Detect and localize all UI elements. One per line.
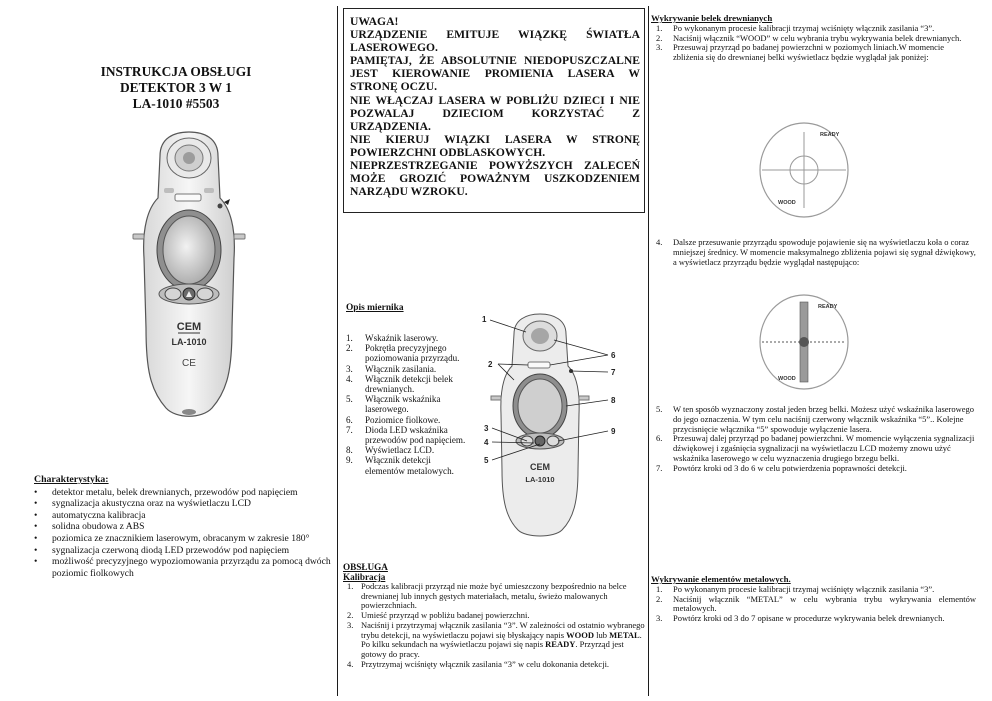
features-heading: Charakterystyka:: [34, 474, 109, 485]
opis-list: [346, 333, 470, 476]
opis-item: 9. Włącznik detekcji elementów metalowych.: [346, 455, 454, 476]
wood-item: 4. Dalsze przesuwanie przyrządu spowoduje pojawienie się na wyświetlaczu koła o coraz mniejszej średnicy. W momencie maksymalnego zbliżenia pojawi się sygnał dźwiękowy, a wyświetlacz przyrządu będzie wyglądał następująco:: [656, 237, 976, 267]
wood-section: [651, 14, 976, 63]
feature-item: • detektor metalu, belek drewnianych, przewodów pod napięciem: [34, 487, 336, 499]
opis-item: 6. Poziomice fiolkowe.: [346, 414, 441, 425]
wood-item: 7. Powtórz kroki od 3 do 6 w celu potwierdzenia poprawności detekcji.: [656, 462, 907, 473]
opis-item: 7. Dioda LED wskaźnika przewodów pod napięciem.: [346, 424, 466, 446]
warning-line: UWAGA!: [350, 15, 399, 28]
calibration-item: 4. Przytrzymaj wciśnięty włącznik zasilania “3” w celu dokonania detekcji.: [347, 658, 610, 669]
calibration-item: 3. Naciśnij i przytrzymaj włącznik zasilania “3”. W zależności od ostatnio wybranego trybu detekcji, na wyświetlaczu pojawi się błyskający napis WOOD lub METAL. Po kilku sekundach na wyświetlaczu pojawi się napis READY. Przyrząd jest gotowy do pracy.: [347, 619, 645, 659]
device-brand-text: CEM: [176, 321, 202, 333]
callout-label: 1: [482, 315, 487, 324]
features-section: [34, 474, 336, 579]
wood-steps-5-7: [651, 405, 976, 474]
callout-label: 7: [611, 368, 616, 377]
wood-item: 5. W ten sposób wyznaczony został jeden brzeg belki. Możesz użyć wskaźnika laserowego do jego oznaczenia. W tym celu naciśnij czerwony włącznik wskaźnika “5”.. Kolejne przycisnięcie włącznika “5” spowoduje wyłączenie lasera.: [656, 404, 975, 434]
callout-label: 2: [488, 360, 493, 369]
callout-label: 8: [611, 396, 616, 405]
metal-item: 3. Powtórz kroki od 3 do 7 opisane w procedurze wykrywania belek drewnianych.: [656, 613, 945, 624]
warning-line: PAMIĘTAJ, ŻE ABSOLUTNIE NIEDOPUSZCZALNE JEST KIEROWANIE PROMIENIA LASERA W STRONĘ OCZU.: [350, 54, 640, 94]
device-illustration: [130, 128, 248, 428]
opis-item: 2. Pokrętła precyzyjnego poziomowania przyrządu.: [346, 343, 460, 364]
wood-list: [651, 24, 976, 63]
feature-item: • sygnalizacja akustyczna oraz na wyświetlaczu LCD: [34, 498, 336, 510]
metal-section: [651, 575, 976, 624]
warning-line: NIE KIERUJ WIĄZKI LASERA W STRONĘ POWIERZCHNI ODBLASKOWYCH.: [350, 132, 640, 159]
device-model-text: LA-1010: [171, 337, 207, 347]
wood-item: 6. Przesuwaj dalej przyrząd po badanej powierzchni. W momencie wyłączenia sygnalizacji dźwiękowej i zgaśnięcia sygnalizacji na wyświetlaczu LCD możemy znowu użyć wskaźnika laserowego w celu wyznaczenia drugiego brzegu belki.: [656, 433, 975, 463]
wood-item: 2. Naciśnij włącznik “WOOD” w celu wybrania trybu wykrywania belek drewnianych.: [656, 32, 962, 43]
calibration-heading: Kalibracja: [343, 572, 386, 582]
page-title: [60, 64, 292, 112]
column-separator-left: [337, 6, 338, 696]
callout-label: 4: [484, 438, 489, 447]
warning-line: NIEPRZESTRZEGANIE POWYŻSZYCH ZALECEŃ MOŻE GROZIĆ POWAŻNYM USZKODZENIEM NARZĄDU WZROKU.: [350, 159, 640, 199]
opis-item: 1. Wskaźnik laserowy.: [346, 333, 439, 343]
feature-item: • solidna obudowa z ABS: [34, 521, 336, 533]
wood-item: 3. Przesuwaj przyrząd po badanej powierzchni w poziomych liniach.W momencie zbliżenia się do drewnianej belki wyświetlacz będzie wyglądał jak poniżej:: [656, 42, 945, 63]
display-ready-label: READY: [820, 132, 840, 138]
device-model-text: LA-1010: [525, 475, 555, 484]
operation-section: [343, 562, 647, 669]
display-ready-label: READY: [818, 304, 838, 310]
column-separator-right: [648, 6, 649, 696]
feature-item: • możliwość precyzyjnego wypoziomowania przyrządu za pomocą dwóch poziomic fiolkowych: [34, 556, 336, 579]
feature-item: • automatyczna kalibracja: [34, 510, 336, 522]
laser-warning-box: [343, 8, 645, 213]
warning-line: NIE WŁĄCZAJ LASERA W POBLIŻU DZIECI I NIE POZWALAJ DZIECIOM KORZYSTAĆ Z URZĄDZENIA.: [350, 93, 640, 133]
ce-mark: CE: [182, 358, 196, 369]
wood-step-4: [651, 238, 976, 267]
metal-item: 1. Po wykonanym procesie kalibracji trzymaj wciśnięty włącznik zasilania “3”.: [656, 583, 935, 594]
lcd-display-approach: [754, 120, 854, 220]
device-diagram: [470, 310, 646, 546]
title-line: DETEKTOR 3 W 1: [120, 80, 232, 95]
wood-heading: Wykrywanie belek drewnianych: [651, 13, 773, 23]
metal-list: [651, 585, 976, 624]
display-wood-label: WOOD: [778, 200, 796, 206]
calibration-item: 1. Podczas kalibracji przyrząd nie może być umieszczony bezpośrednio na belce drewnianej lub innych gęstych materiałach, metalu, świeżo malowanych powierzchniach.: [347, 581, 627, 611]
callout-label: 5: [484, 456, 489, 465]
operation-heading: OBSŁUGA: [343, 562, 388, 572]
device-brand-text: CEM: [530, 462, 550, 472]
callout-label: 3: [484, 424, 489, 433]
metal-heading: Wykrywanie elementów metalowych.: [651, 574, 791, 584]
warning-line: URZĄDZENIE EMITUJE WIĄZKĘ ŚWIATŁA LASEROWEGO.: [350, 28, 640, 55]
title-line: LA-1010 #5503: [132, 96, 220, 111]
wood-item: 1. Po wykonanym procesie kalibracji trzymaj wciśnięty włącznik zasilania “3”.: [656, 22, 935, 33]
metal-item: 2. Naciśnij włącznik “METAL” w celu wybrania trybu wykrywania elementów metalowych.: [656, 593, 976, 614]
opis-item: 8. Wyświetlacz LCD.: [346, 445, 435, 456]
opis-item: 3. Włącznik zasilania.: [346, 363, 437, 374]
lcd-display-detected: [754, 292, 854, 392]
feature-item: • poziomica ze znacznikiem laserowym, obracanym w zakresie 180°: [34, 533, 336, 545]
feature-item: • sygnalizacja czerwoną diodą LED przewodów pod napięciem: [34, 545, 336, 557]
calibration-list: [343, 582, 647, 669]
display-wood-label: WOOD: [778, 376, 796, 382]
callout-label: 6: [611, 351, 616, 360]
calibration-item: 2. Umieść przyrząd w pobliżu badanej powierzchni.: [347, 610, 530, 621]
opis-item: 5. Włącznik wskaźnika laserowego.: [346, 394, 441, 415]
opis-heading: Opis miernika: [346, 303, 404, 313]
callout-label: 9: [611, 427, 616, 436]
title-line: INSTRUKCJA OBSŁUGI: [100, 64, 252, 79]
opis-item: 4. Włącznik detekcji belek drewnianych.: [346, 373, 453, 395]
